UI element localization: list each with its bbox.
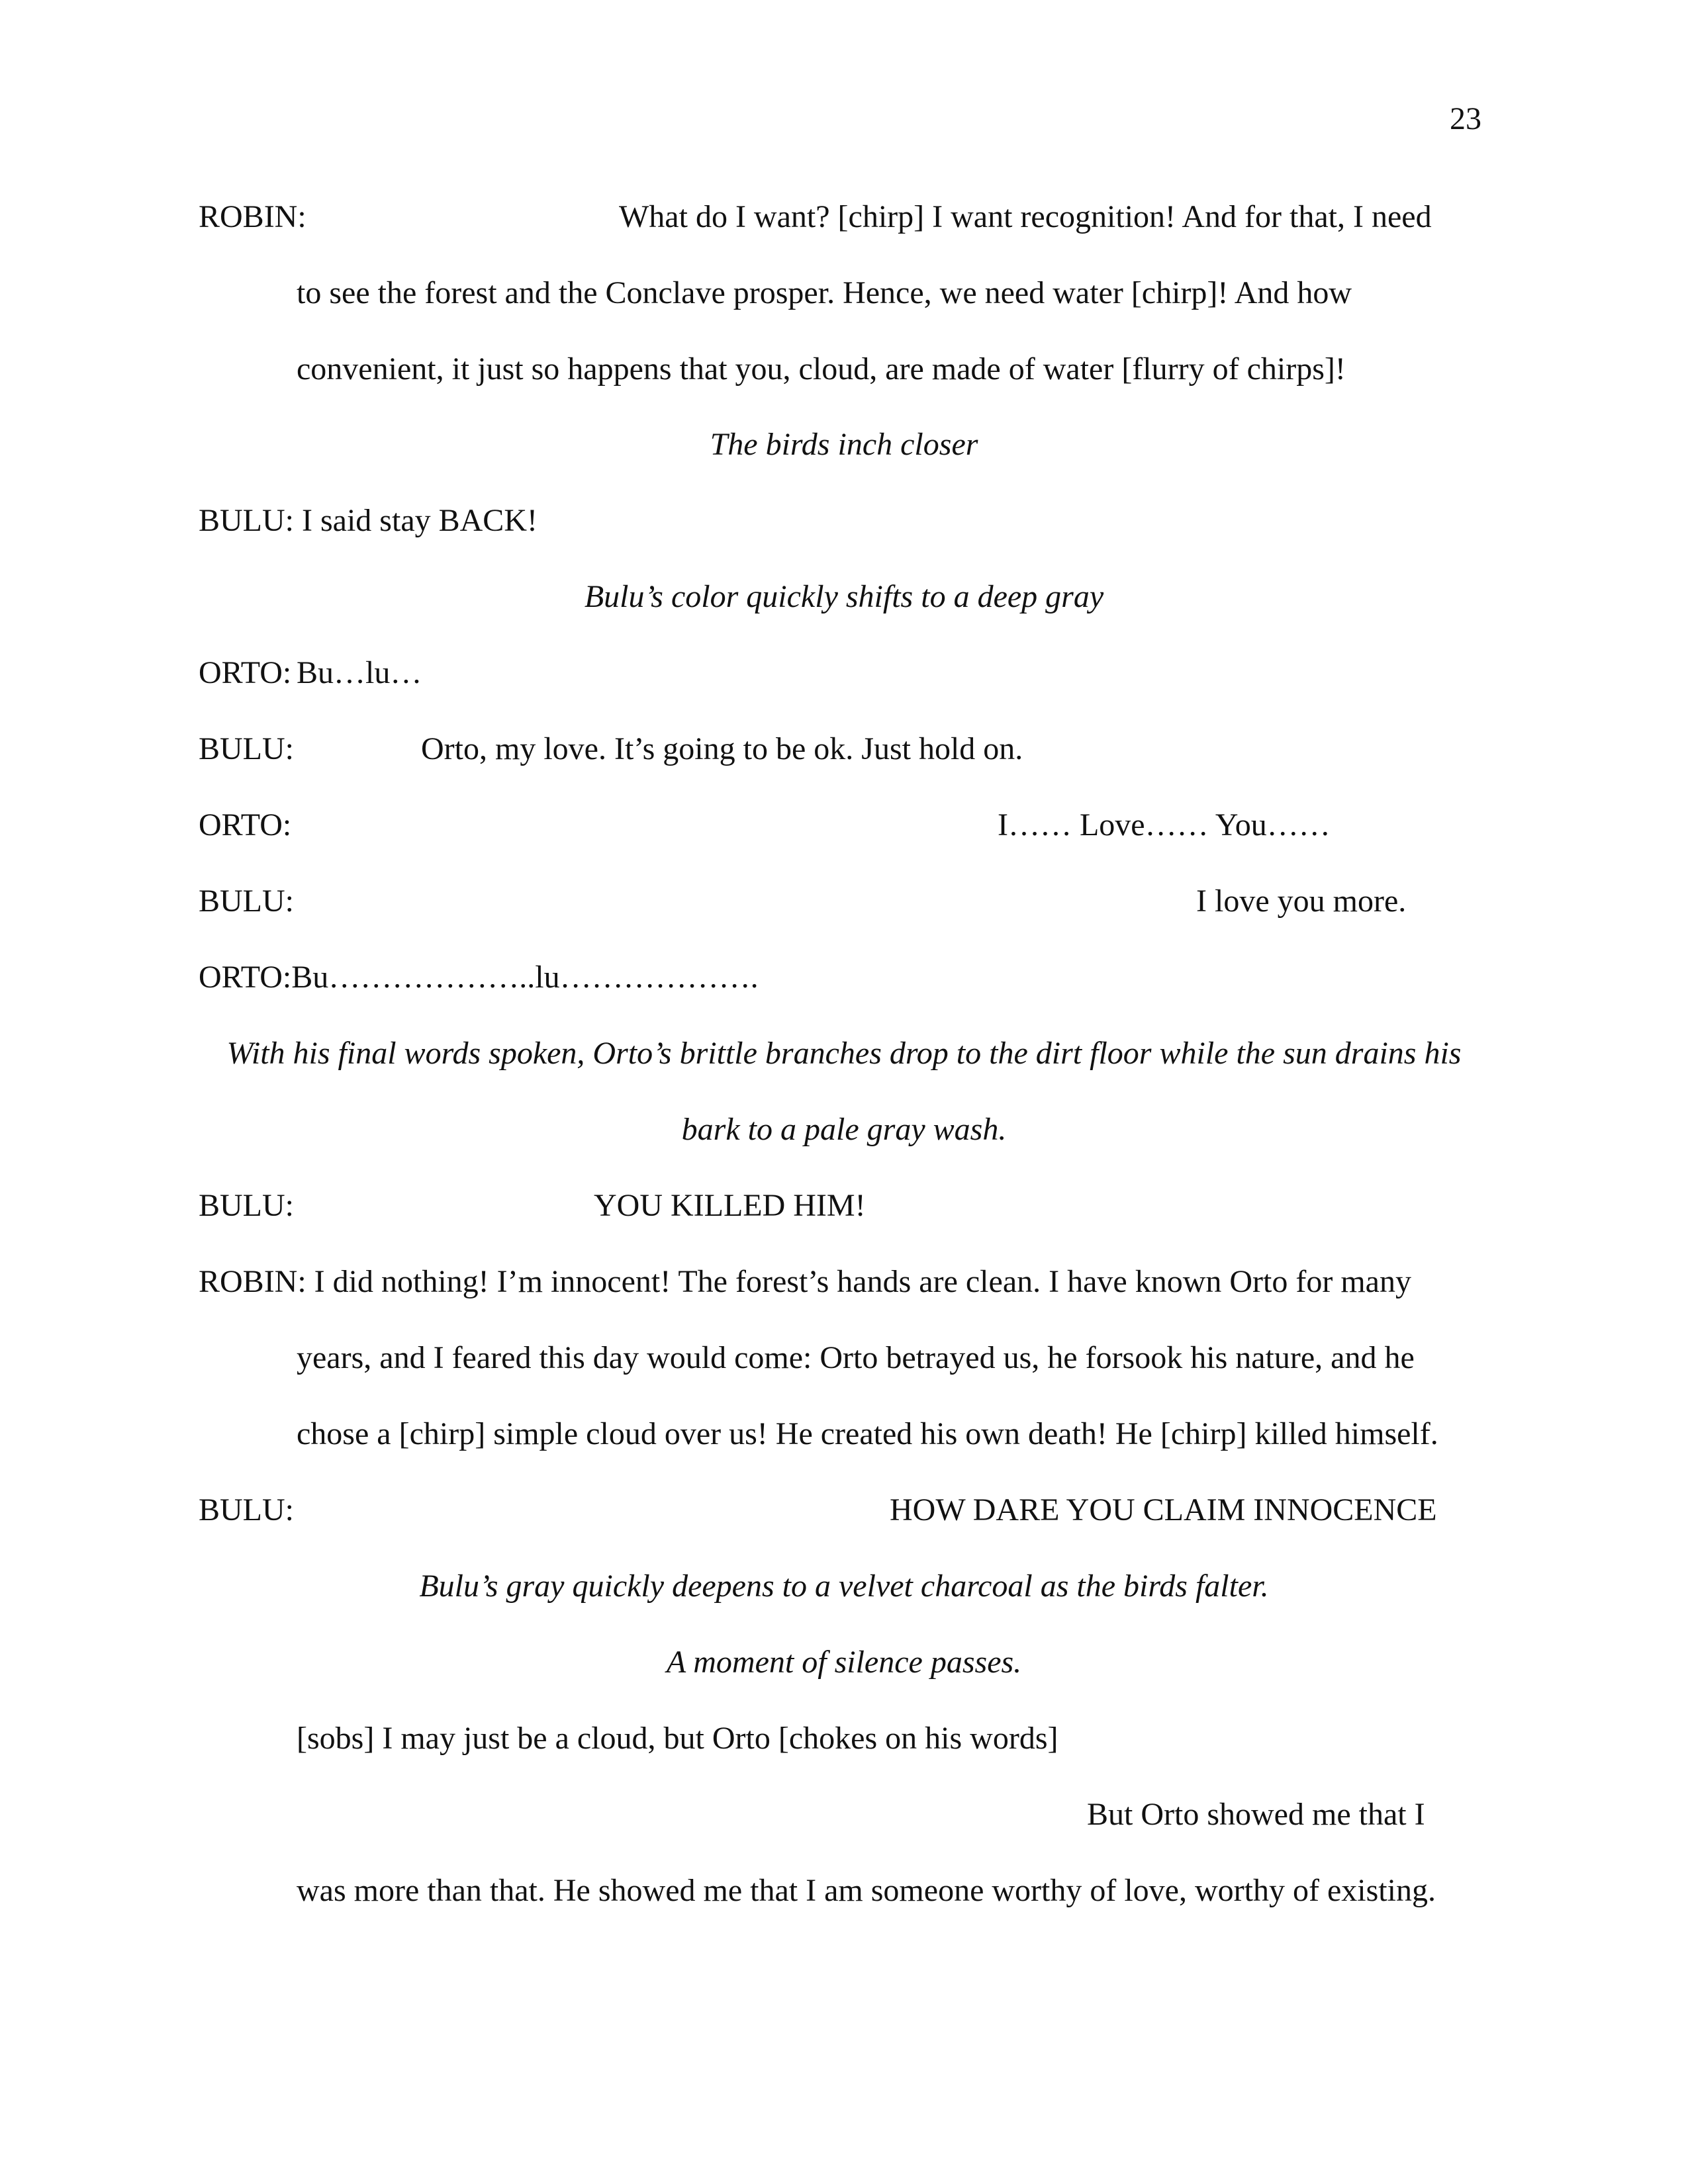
speaker-orto: ORTO: [199, 807, 292, 842]
stage-direction: The birds inch closer [710, 427, 978, 462]
speaker-bulu: BULU: [199, 731, 294, 766]
dialogue-line: ROBIN: I did nothing! I’m innocent! The forest’s hands are clean. I have known Orto for many [199, 1264, 1411, 1299]
page-number: 23 [1450, 101, 1481, 136]
dialogue-line: [sobs] I may just be a cloud, but Orto [chokes on his words] [297, 1721, 1058, 1756]
dialogue-line: What do I want? [chirp] I want recognition! And for that, I need [619, 199, 1432, 234]
stage-direction: With his final words spoken, Orto’s brittle branches drop to the dirt floor while the sun drains his [226, 1036, 1462, 1071]
speaker-robin: ROBIN: [199, 199, 306, 234]
dialogue-line: ORTO:Bu………………..lu………………. [199, 960, 759, 995]
dialogue-line: Bu…lu… [297, 655, 422, 690]
dialogue-line: years, and I feared this day would come: Orto betrayed us, he forsook his nature, and he [297, 1340, 1415, 1375]
dialogue-line: BULU: I said stay BACK! [199, 503, 538, 538]
dialogue-line: chose a [chirp] simple cloud over us! He created his own death! He [chirp] killed himself. [297, 1416, 1438, 1451]
stage-direction: bark to a pale gray wash. [681, 1112, 1007, 1147]
dialogue-line: convenient, it just so happens that you, cloud, are made of water [flurry of chirps]! [297, 351, 1346, 387]
speaker-bulu: BULU: [199, 884, 294, 919]
dialogue-line: But Orto showed me that I [1087, 1797, 1425, 1832]
speaker-orto: ORTO: [199, 655, 292, 690]
stage-direction: A moment of silence passes. [666, 1645, 1022, 1680]
dialogue-line: to see the forest and the Conclave prosper. Hence, we need water [chirp]! And how [297, 275, 1352, 310]
dialogue-line: HOW DARE YOU CLAIM INNOCENCE [890, 1492, 1437, 1527]
dialogue-line: I…… Love…… You…… [998, 807, 1331, 842]
stage-direction: Bulu’s color quickly shifts to a deep gray [584, 579, 1104, 614]
speaker-bulu: BULU: [199, 1188, 294, 1223]
speaker-bulu: BULU: [199, 1492, 294, 1527]
dialogue-line: I love you more. [1196, 884, 1407, 919]
dialogue-line: Orto, my love. It’s going to be ok. Just hold on. [421, 731, 1023, 766]
dialogue-line: YOU KILLED HIM! [594, 1188, 866, 1223]
stage-direction: Bulu’s gray quickly deepens to a velvet charcoal as the birds falter. [419, 1569, 1269, 1604]
dialogue-line: was more than that. He showed me that I am someone worthy of love, worthy of existing. [297, 1873, 1436, 1908]
